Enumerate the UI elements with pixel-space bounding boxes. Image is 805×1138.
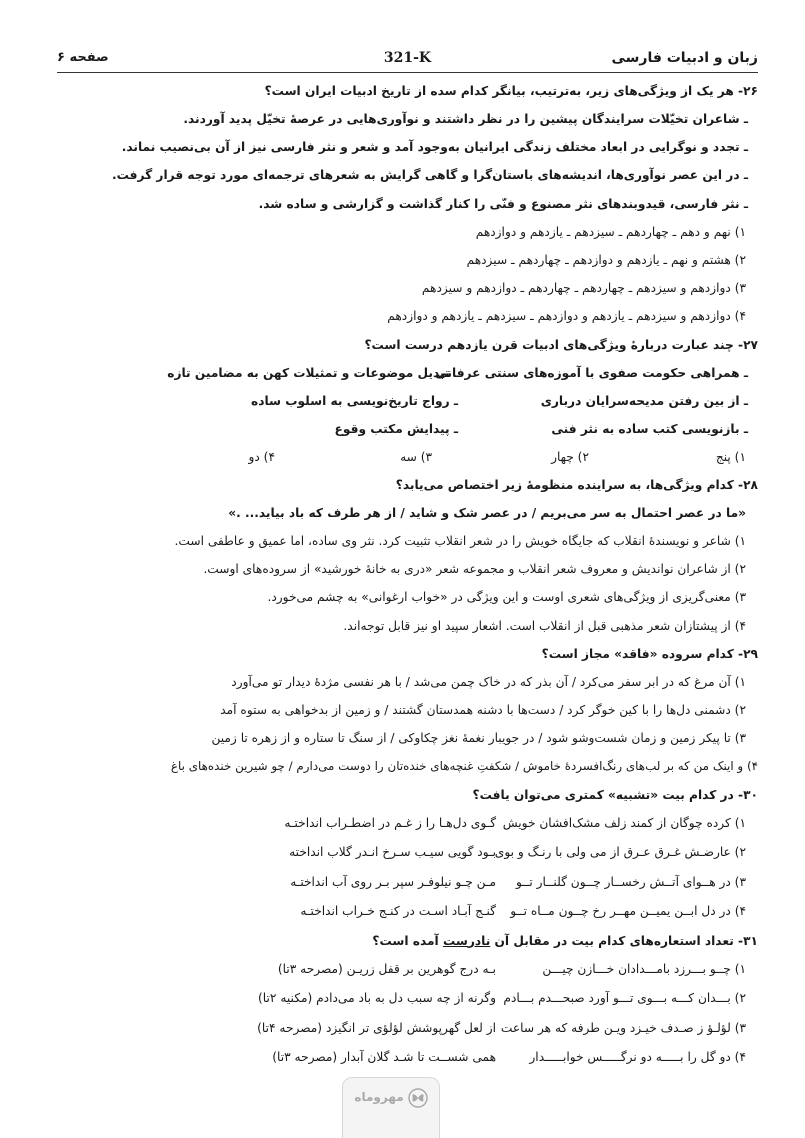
hemistich-first: ۱) چــو بـــرزد بامـــدادان خـــازن چیـــن [542, 961, 746, 976]
answer-option[interactable]: ۳) سه [400, 450, 432, 465]
poem-quote: «ما در عصر احتمال به سر می‌بریم / در عصر شک و شاید / از هر طرف که باد بیاید... .» [228, 506, 746, 521]
brand-name: مهروماه [354, 1090, 404, 1104]
hemistich-second: همی شســت تا شـد گلان آبدار (مصرحه ۳تا) [272, 1050, 496, 1065]
page-number: صفحه ۶ [57, 50, 109, 65]
hemistich-second: گـوی دل‌هـا را ز غـم در اضطـراب انداختـه [284, 815, 496, 830]
answer-option[interactable]: ۲) از شاعران نواندیش و معروف شعر انقلاب و مجموعه شعر «دری به خانهٔ خورشید» از سروده‌های اوست. [203, 562, 746, 577]
hemistich-first: ۳) در هــوای آتــش رخســار چــون گلنــار تــو [515, 874, 746, 889]
question-title: ۲۷- چند عبارت دربارهٔ ویژگی‌های ادبیات قرن یازدهم درست است؟ [364, 337, 758, 352]
statement: ـ رواج تاریخ‌نویسی به اسلوب ساده [251, 393, 458, 408]
answer-option[interactable]: ۲) هشتم و نهم ـ یازدهم و دوازدهم ـ چهاردهم ـ سیزدهم [466, 252, 746, 267]
page-header [57, 50, 758, 73]
question-title: ۲۹- کدام سروده «فاقد» مجاز است؟ [541, 646, 758, 661]
question-title: ۲۶- هر یک از ویژگی‌های زیر، به‌ترتیب، بیانگر کدام سده از تاریخ ادبیات ایران است؟ [264, 84, 758, 98]
hemistich-second: مـن چـو نیلوفـر سپر بـر روی آب انداختـه [290, 874, 496, 889]
hemistich-first: ۲) عارضـش غـرق عـرق از می ولی با رنـگ و بوی [494, 845, 746, 860]
statement: ـ تجدد و نوگرایی در ابعاد مختلف زندگی ایرانیان به‌وجود آمد و شعر و نثر فارسی نیز از آن بی‌نصیب نماند. [121, 140, 748, 155]
answer-option[interactable]: ۱) شاعر و نویسندهٔ انقلاب که جایگاه خویش را در شعر انقلاب تثبیت کرد. نثر وی ساده، اما عمیق و عاطفی است. [174, 534, 746, 549]
answer-option[interactable]: ۱) نهم و دهم ـ چهاردهم ـ سیزدهم ـ یازدهم و دوازدهم [475, 224, 746, 239]
statement: ـ بازنویسی کتب ساده به نثر فنی [551, 421, 748, 436]
questions [57, 77, 758, 1073]
answer-option[interactable] [57, 838, 758, 868]
statement: ـ از بین رفتن مدیحه‌سرایان درباری [540, 393, 748, 408]
statement: ـ تبدیل موضوعات و تمثیلات کهن به مضامین تازه [167, 365, 458, 380]
hemistich-first: ۲) بـــدان کـــه بـــوی تـــو آورد صبحـــدم بـــادم [503, 991, 746, 1006]
question-title: ۲۸- کدام ویژگی‌ها، به سراینده منظومهٔ زیر اختصاص می‌یابد؟ [395, 478, 758, 493]
question-27 [57, 331, 758, 472]
answer-option[interactable]: ۴) دو [248, 450, 275, 465]
hemistich-first: ۳) لؤلـؤ ز صـدف خیـزد ویـن طرفه که هر ساعت [500, 1020, 746, 1035]
answer-option[interactable]: ۳) دوازدهم و سیزدهم ـ چهاردهم ـ چهاردهم ـ دوازدهم و سیزدهم [421, 281, 746, 296]
statement: ـ همراهی حکومت صفوی با آموزه‌های سنتی عرفانی [435, 365, 748, 380]
publisher-logo [342, 1077, 440, 1138]
answer-option[interactable] [57, 1043, 758, 1073]
statement: ـ پیدایش مکتب وقوع [334, 421, 458, 436]
statement-row [57, 415, 758, 443]
statement: ـ در این عصر نوآوری‌ها، اندیشه‌های باستان‌گرا و گاهی گرایش به شعرهای ترجمه‌ای مورد توجه قرار گرفت. [112, 168, 748, 183]
answer-option[interactable]: ۲) چهار [551, 450, 589, 465]
hemistich-second: گنـج آبـاد اسـت در کنـج خـراب انداختـه [300, 904, 496, 919]
hemistich-second: بـه درج گوهرین بر قفل زریـن (مصرحه ۳تا) [277, 961, 496, 976]
statement: ـ نثر فارسی، قیدوبندهای نثر مصنوع و فنّی را کنار گذاشت و گزارشی و ساده شد. [258, 196, 748, 211]
answer-options [57, 443, 758, 471]
hemistich-first: ۴) دو گل را بـــــه دو نرگـــــس خوابـــــدار [529, 1050, 746, 1065]
answer-option[interactable]: ۴) و اینک من که بر لب‌های رنگ‌افسردهٔ خاموش / شکفتِ غنچه‌های خنده‌تان را دوست می‌دارم / چو شیرین خنده‌های باغ [170, 759, 758, 774]
question-title [57, 927, 758, 955]
question-28 [57, 471, 758, 640]
answer-option[interactable] [57, 868, 758, 898]
hemistich-second: وگرنه از چه سبب دل به باد می‌دادم (مکنیه ۲تا) [258, 991, 496, 1006]
answer-option[interactable]: ۳) تا پیکر زمین و زمان شست‌وشو شود / در جویبار نغمهٔ نغز چکاوکی / از سنگ تا ستاره و از زهره تا زمین [211, 731, 746, 746]
answer-option[interactable]: ۲) دشمنی دل‌ها را با کین خوگر کرد / دست‌ها با دشنه همدستان گشتند / و زمین از بدخواهی به ستوه آمد [220, 703, 746, 717]
statement-row [57, 387, 758, 415]
underlined-word: نادرست [442, 933, 491, 948]
subject-title: زبان و ادبیات فارسی [611, 50, 758, 66]
hemistich-second: از لعل گهرپوشش لؤلؤی تر انگیزد (مصرحه ۴تا) [257, 1020, 496, 1035]
answer-option[interactable]: ۱) آن مرغ که در ابر سفر می‌کرد / آن بذر که در خاک چمن می‌شد / با هر نفسی مژدهٔ دیدار تو می‌آورد [231, 674, 746, 689]
hemistich-first: ۱) کرده چوگان از کمند زلف مشک‌افشان خویش [502, 815, 746, 830]
answer-option[interactable] [57, 897, 758, 927]
answer-option[interactable]: ۴) از پیشتازان شعر مذهبی قبل از انقلاب است. اشعار سپید او نیز قابل توجه‌اند. [343, 618, 746, 633]
question-31 [57, 927, 758, 1073]
exam-code: 321-K [383, 50, 432, 66]
hemistich-second: بـود گویی سیـب سـرخ انـدر گلاب انداخته [289, 845, 496, 860]
answer-option[interactable]: ۱) پنج [715, 450, 746, 465]
question-26 [57, 77, 758, 331]
question-29 [57, 640, 758, 781]
title-text: ۳۱- تعداد استعاره‌های کدام بیت در مقابل آن [490, 933, 758, 948]
butterfly-icon [408, 1088, 428, 1112]
answer-option[interactable] [57, 809, 758, 839]
question-title: ۳۰- در کدام بیت «تشبیه» کمتری می‌توان یافت؟ [472, 787, 758, 802]
answer-option[interactable]: ۳) معنی‌گریزی از ویژگی‌های شعری اوست و این ویژگی در «خواب ارغوانی» به چشم می‌خورد. [267, 590, 746, 605]
hemistich-first: ۴) در دل ابــن یمیــن مهــر رخ چــون مــاه تــو [510, 904, 746, 919]
answer-option[interactable] [57, 955, 758, 985]
answer-option[interactable] [57, 984, 758, 1014]
statement: ـ شاعران تخیّلات سرایندگان پیشین را در نظر داشتند و نوآوری‌هایی در عرصهٔ تخیّل پدید آوردند. [183, 112, 748, 126]
answer-option[interactable]: ۴) دوازدهم و سیزدهم ـ یازدهم و دوازدهم ـ سیزدهم ـ یازدهم و دوازدهم [387, 309, 746, 324]
title-text: آمده است؟ [372, 933, 443, 948]
answer-option[interactable] [57, 1014, 758, 1044]
question-30 [57, 781, 758, 927]
statement-row [57, 359, 758, 387]
